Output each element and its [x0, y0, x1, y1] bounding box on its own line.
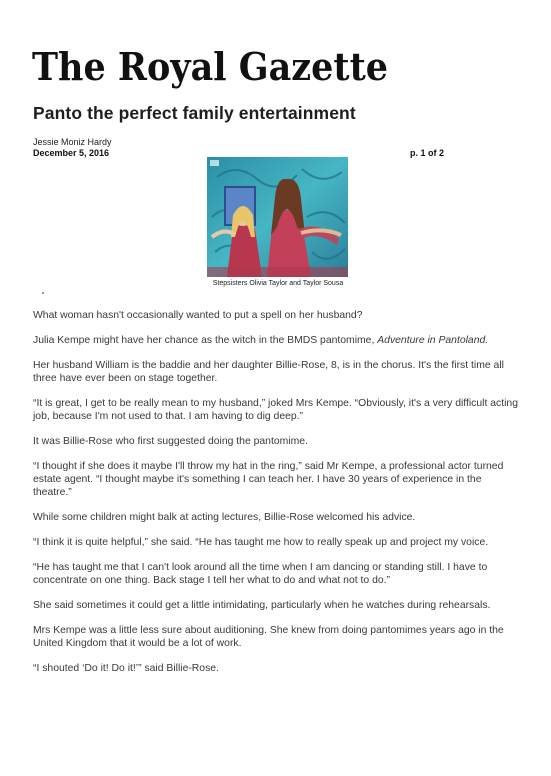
paragraph: It was Billie-Rose who first suggested doing the pantomime. — [33, 436, 308, 447]
scan-speck — [42, 292, 44, 294]
paragraph: “I shouted ‘Do it! Do it!’” said Billie-Rose. — [33, 663, 219, 674]
paragraph: “I thought if she does it maybe I'll throw my hat in the ring,” said Mr Kempe, a professional actor turned estate agent. “I thought maybe it's something I can teach her. I have 30 years of experience in the theatre.” — [33, 461, 504, 498]
page-number: p. 1 of 2 — [410, 148, 445, 158]
paragraph: What woman hasn't occasionally wanted to put a spell on her husband? — [33, 310, 363, 321]
photo-caption: Stepsisters Olivia Taylor and Taylor Sousa — [212, 280, 344, 287]
paragraph: “I think it is quite helpful,” she said. “He has taught me how to really speak up and project my voice. — [33, 537, 489, 548]
show-title: Adventure in Pantoland. — [377, 335, 489, 346]
paragraph-text: Julia Kempe might have her chance as the witch in the BMDS pantomime, — [33, 335, 375, 346]
paragraph: Mrs Kempe was a little less sure about auditioning. She knew from doing pantomimes years ago in the United Kingdom that it would be a lot of work. — [33, 625, 504, 649]
paragraph — [33, 334, 521, 347]
paragraph: Her husband William is the baddie and her daughter Billie-Rose, 8, is in the chorus. It's the first time all three have ever been on stage together. — [33, 360, 504, 384]
article-author: Jessie Moniz Hardy — [33, 137, 112, 147]
article-photo — [207, 157, 348, 277]
masthead — [32, 40, 392, 92]
paragraph: “He has taught me that I can't look around all the time when I am dancing or standing still. I have to concentrate on one thing. Back stage I tell her what to do and what not to do.” — [33, 562, 488, 586]
paragraph: “It is great, I get to be really mean to my husband,” joked Mrs Kempe. “Obviously, it's a very difficult acting job, because I'm not used to that. I am having to dig deep.” — [33, 398, 518, 422]
article-body — [33, 309, 521, 687]
paragraph: While some children might balk at acting lectures, Billie-Rose welcomed his advice. — [33, 512, 416, 523]
masthead-logo — [32, 40, 392, 92]
paragraph: She said sometimes it could get a little intimidating, particularly when he watches during rehearsals. — [33, 600, 491, 611]
article-headline: Panto the perfect family entertainment — [33, 103, 356, 123]
masthead-title: The Royal Gazette — [32, 44, 388, 89]
article-date: December 5, 2016 — [33, 148, 110, 158]
